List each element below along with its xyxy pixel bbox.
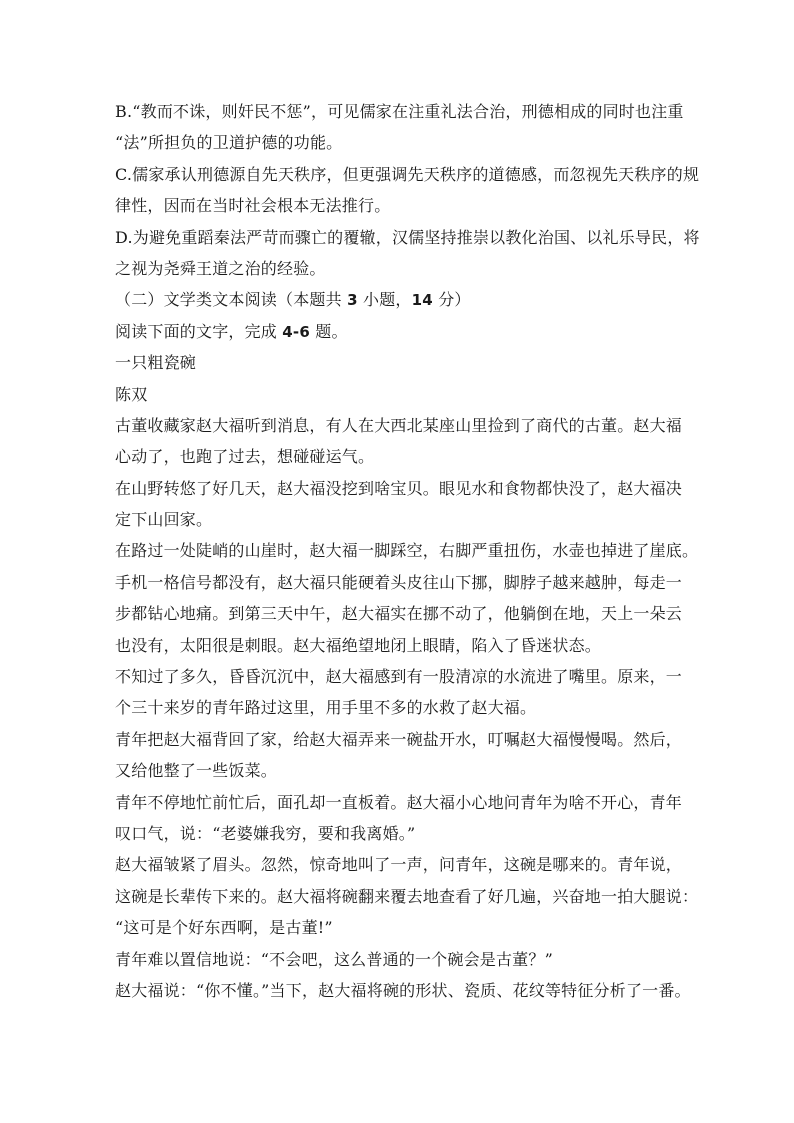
story-line: 又给他整了一些饭菜。 xyxy=(115,761,278,781)
option-d-line-2: 之视为尧舜王道之治的经验。 xyxy=(115,258,326,278)
story-title: 一只粗瓷碗 xyxy=(115,353,197,373)
section-heading-prefix: （二）文学类文本阅读（本题共 xyxy=(115,290,348,310)
question-range: 4-6 xyxy=(282,322,310,341)
story-line: 在山野转悠了好几天，赵大福没挖到啥宝贝。眼见水和食物都快没了，赵大福决 xyxy=(115,478,683,498)
story-line: 定下山回家。 xyxy=(115,510,213,530)
story-line: 个三十来岁的青年路过这里，用手里不多的水救了赵大福。 xyxy=(115,698,537,718)
story-line: “这可是个好东西啊，是古董!” xyxy=(115,918,333,938)
story-line: 青年不停地忙前忙后，面孔却一直板着。赵大福小心地问青年为啥不开心，青年 xyxy=(115,792,683,812)
section-heading-suffix: 分） xyxy=(432,290,471,310)
story-line: 青年难以置信地说：“不会吧，这么普通的一个碗会是古董？” xyxy=(115,949,553,969)
section-heading-middle: 小题， xyxy=(357,290,412,310)
option-b-line-2: “法”所担负的卫道护德的功能。 xyxy=(115,133,343,153)
option-c-line-2: 律性，因而在当时社会根本无法推行。 xyxy=(115,196,391,216)
story-line: 步都钻心地痛。到第三天中午，赵大福实在挪不动了，他躺倒在地，天上一朵云 xyxy=(115,604,683,624)
story-author: 陈双 xyxy=(115,384,148,404)
section-heading xyxy=(115,284,685,315)
option-b-line-1: B.“教而不诛，则奸民不惩”，可见儒家在注重礼法合治，刑德相成的同时也注重 xyxy=(115,102,684,121)
story-line: 古董收藏家赵大福听到消息，有人在大西北某座山里捡到了商代的古董。赵大福 xyxy=(115,415,683,435)
story-line: 这碗是长辈传下来的。赵大福将碗翻来覆去地查看了好几遍，兴奋地一拍大腿说： xyxy=(115,886,699,906)
question-count: 3 xyxy=(347,291,358,310)
reading-instruction xyxy=(115,316,685,347)
story-line: 在路过一处陡峭的山崖时，赵大福一脚踩空，右脚严重扭伤，水壶也掉进了崖底。 xyxy=(115,541,699,561)
story-line: 也没有，太阳很是刺眼。赵大福绝望地闭上眼睛，陷入了昏迷状态。 xyxy=(115,635,602,655)
score-total: 14 xyxy=(411,291,433,310)
instruction-prefix: 阅读下面的文字，完成 xyxy=(115,321,283,341)
option-c-line-1: C.儒家承认刑德源自先天秩序，但更强调先天秩序的道德感，而忽视先天秩序的规 xyxy=(115,164,700,184)
story-line: 赵大福说：“你不懂。”当下，赵大福将碗的形状、瓷质、花纹等特征分析了一番。 xyxy=(115,980,691,1000)
story-body xyxy=(115,410,699,1006)
story-line: 赵大福皱紧了眉头。忽然，惊奇地叫了一声，问青年，这碗是哪来的。青年说， xyxy=(115,855,683,875)
instruction-suffix: 题。 xyxy=(310,321,348,341)
story-line: 手机一格信号都没有，赵大福只能硬着头皮往山下挪，脚脖子越来越肿，每走一 xyxy=(115,572,683,592)
document-page xyxy=(115,96,700,1006)
story-line: 青年把赵大福背回了家，给赵大福弄来一碗盐开水，叮嘱赵大福慢慢喝。然后， xyxy=(115,729,683,749)
story-line: 叹口气，说：“老婆嫌我穷，要和我离婚。” xyxy=(115,823,416,843)
story-line: 不知过了多久，昏昏沉沉中，赵大福感到有一股清凉的水流进了嘴里。原来，一 xyxy=(115,667,683,687)
option-d-line-1: D.为避免重蹈秦法严苛而骤亡的覆辙，汉儒坚持推崇以教化治国、以礼乐导民，将 xyxy=(115,227,700,247)
story-line: 心动了，也跑了过去，想碰碰运气。 xyxy=(115,447,375,467)
